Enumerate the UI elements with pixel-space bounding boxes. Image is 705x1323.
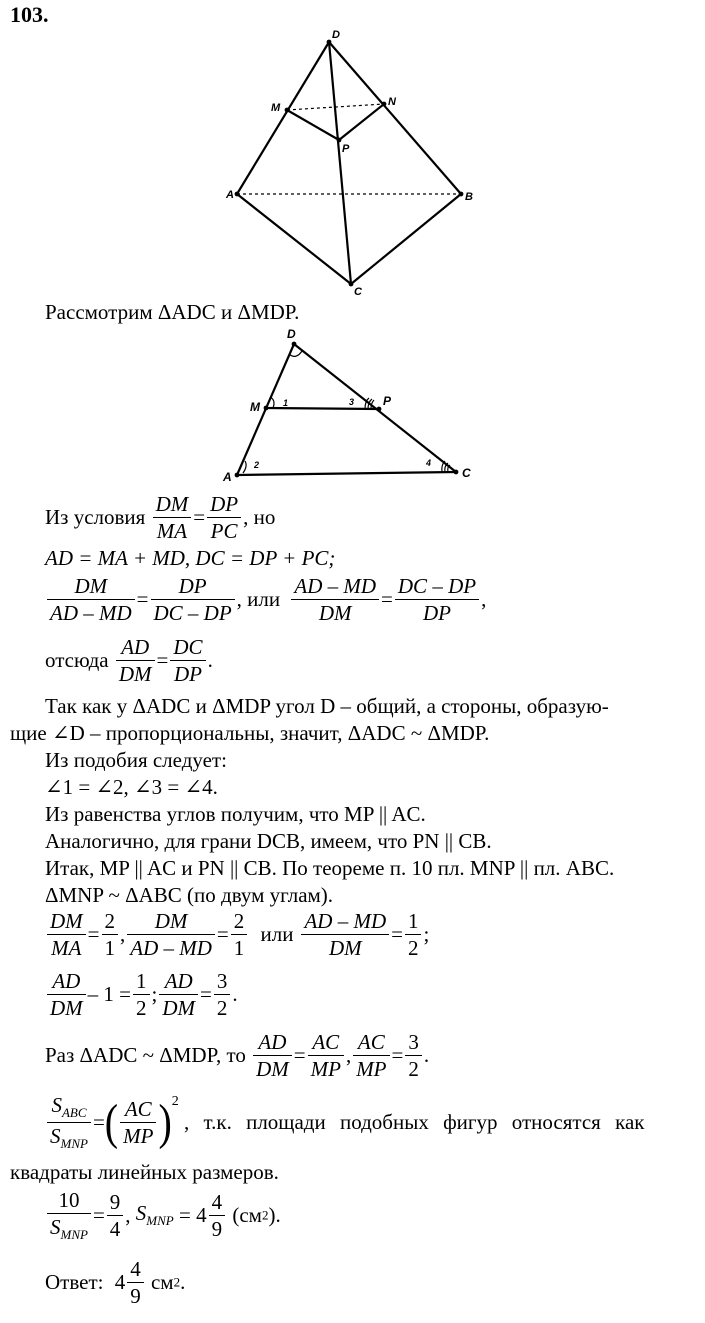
frac-2-1-b: [231, 910, 248, 959]
frac-ac-mp: [308, 1031, 344, 1080]
ad-sum-line: AD = MA + MD, DC = DP + PC;: [45, 546, 336, 570]
num: 3: [214, 970, 231, 995]
answer-label: Ответ:: [45, 1270, 104, 1294]
den: DM: [256, 1057, 289, 1082]
ratio-line: $\frac{DM}{MA}$ = $\frac{2}{1}$ , $\frac{DM}{AD - MD}$ = $\frac{2}{1}$ или $\frac{AD - MD}{DM}$ = $\frac{1}{2}$ ;: [45, 910, 429, 959]
answer-unit: см: [150, 1270, 174, 1294]
smnp-line: $\frac{10}{S_{MNP}}$ = $\frac{9}{4}$ , $S_{MNP} = 4$ $\frac{4}{9}$ (см2).: [45, 1189, 281, 1242]
label-B: B: [465, 191, 473, 203]
num: 1: [133, 970, 150, 995]
s-letter: S: [50, 1123, 61, 1148]
den: [47, 1214, 91, 1242]
since-prefix: Раз ΔADC ~ ΔMDP, то: [45, 1043, 246, 1067]
frac-dm-ma: [153, 493, 192, 542]
den: DC – DP: [153, 601, 232, 626]
num: DM: [47, 575, 135, 600]
label-P: P: [342, 143, 350, 155]
num: DC – DP: [395, 575, 479, 600]
frac-sabc-smnp: [47, 1094, 91, 1151]
tri-label-D: D: [287, 327, 296, 341]
label-M: M: [271, 102, 281, 114]
frac-4-9: [209, 1191, 226, 1240]
tri-label-M: M: [250, 400, 260, 414]
frac-1-2-b: [133, 970, 150, 1019]
whole-4: 4: [196, 1202, 207, 1227]
num: 2: [231, 910, 248, 935]
frac-ad-dm-4: [253, 1031, 292, 1080]
triangle-edges: [237, 344, 456, 475]
answer-frac: [127, 1258, 144, 1307]
label-C: C: [354, 286, 362, 298]
since-line-1: Так как у ΔADC и ΔMDP угол D – общий, а стороны, образую-: [45, 694, 609, 718]
minus-one: – 1 =: [87, 982, 132, 1006]
frac-dm-ma-2: [47, 910, 86, 959]
cm-unit: см: [239, 1202, 262, 1227]
since-similar-line: Раз ΔADC ~ ΔMDP, то $\frac{AD}{DM}$ = $\frac{AC}{MP}$ , $\frac{AC}{MP}$ = $\frac{3}{2}$ .: [45, 1030, 430, 1082]
den: 1: [104, 936, 116, 961]
frac-1-2: [405, 910, 422, 959]
frac-dcdp-dp: [395, 575, 479, 624]
square-exp: 2: [171, 1094, 179, 1110]
condition-line: Из условия $\frac{DM}{MA}$ = $\frac{DP}{PC}$ , но: [45, 492, 276, 544]
den: DM: [328, 936, 362, 961]
num: 4: [127, 1258, 144, 1283]
but-text: , но: [243, 505, 276, 529]
ad-dm-line: $\frac{AD}{DM}$ – 1 = $\frac{1}{2}$ ; $\frac{AD}{DM}$ = $\frac{3}{2}$ .: [45, 970, 238, 1019]
num: 1: [405, 910, 422, 935]
den: 2: [408, 1057, 419, 1082]
den: DM: [162, 996, 196, 1021]
area-reason-2: квадраты линейных размеров.: [10, 1160, 279, 1184]
consider-text: Рассмотрим ΔADC и ΔMDP.: [45, 300, 300, 324]
since-line-2: щие ∠D – пропорциональны, значит, ΔADC ~ ΔMDP.: [10, 721, 490, 745]
sub-mnp: MNP: [146, 1213, 174, 1229]
tri-label-A: A: [223, 470, 232, 484]
s-letter: S: [50, 1215, 61, 1240]
or-text: , или: [236, 587, 281, 611]
area-ratio-line: $\frac{S_{ABC}}{S_{MNP}}$ =( $\frac{AC}{MP}$ )$^2$ , т.к. площади подобных фигур относятся как: [45, 1094, 685, 1151]
den: MP: [123, 1123, 154, 1148]
from-condition-text: Из условия: [45, 505, 146, 529]
figure-tetrahedron: [0, 0, 705, 300]
frac-dp-dcdp: [151, 575, 235, 624]
frac-9-4: [107, 1191, 124, 1240]
thus-line: Итак, MP || AC и PN || CB. По теореме п. 10 пл. MNP || пл. ABC.: [45, 856, 615, 880]
num: AD – MD: [301, 910, 389, 935]
label-N: N: [388, 96, 396, 108]
figure-triangle: [0, 320, 705, 485]
num: AD: [253, 1031, 292, 1056]
den: PC: [210, 519, 238, 544]
fraction-or-line: $\frac{DM}{AD - MD}$ = $\frac{DP}{DC - DP}$ , или $\frac{AD - MD}{DM}$ = $\frac{DC - DP}{DP}$ ,: [45, 575, 486, 624]
frac-ac-mp-3: [120, 1098, 156, 1147]
answer-line: Ответ: 4 $\frac{4}{9}$ см2.: [45, 1257, 186, 1309]
vertex-dots: [235, 40, 464, 287]
frac-10-smnp: [47, 1189, 91, 1242]
sub-mnp: MNP: [60, 1136, 88, 1152]
sub-mnp: MNP: [60, 1227, 88, 1243]
frac-admd-dm-2: [301, 910, 389, 959]
num: AD – MD: [291, 575, 379, 600]
tetrahedron-edges: [237, 42, 461, 284]
den: AD – MD: [130, 936, 212, 961]
angles-equal: ∠1 = ∠2, ∠3 = ∠4.: [45, 775, 218, 799]
s-letter: S: [135, 1201, 147, 1226]
den: [47, 1123, 91, 1151]
den: 2: [216, 996, 228, 1021]
angle-4-label: 4: [426, 458, 432, 468]
sub-abc: ABC: [61, 1105, 87, 1121]
num: 9: [107, 1191, 124, 1216]
mnp-sim-line: ΔMNP ~ ΔABC (по двум углам).: [45, 883, 334, 907]
area-reason-1: , т.к. площади подобных фигур относятся как: [184, 1109, 645, 1134]
num: AC: [353, 1031, 389, 1056]
hence-line: отсюда $\frac{AD}{DM}$ = $\frac{DC}{DP}$ .: [45, 635, 213, 687]
den: MP: [356, 1057, 387, 1082]
num: DP: [151, 575, 235, 600]
den: 2: [136, 996, 147, 1021]
frac-ad-dm: [116, 636, 155, 685]
num: AD: [116, 636, 155, 661]
hence-text: отсюда: [45, 648, 109, 672]
analog-line: Аналогично, для грани DCB, имеем, что PN || CB.: [45, 829, 492, 853]
label-D: D: [332, 29, 340, 41]
den: DP: [422, 601, 451, 626]
frac-3-2: [214, 970, 231, 1019]
or-word: или: [260, 922, 294, 946]
angle-3-label: 3: [349, 397, 355, 407]
den: MP: [310, 1057, 341, 1082]
angle-1-label: 1: [283, 398, 289, 408]
angle-arcs: [243, 351, 450, 473]
s-letter: S: [51, 1093, 62, 1117]
num: AC: [308, 1031, 344, 1056]
num: 4: [209, 1191, 226, 1216]
mp-parallel: Из равенства углов получим, что MP || AC.: [45, 802, 426, 826]
frac-ad-dm-2: [47, 970, 86, 1019]
frac-3-2-b: [405, 1031, 422, 1080]
frac-dm-admd-2: [127, 910, 215, 959]
paren-open: (: [104, 1093, 119, 1150]
angle-2-label: 2: [254, 460, 260, 470]
den: MA: [51, 936, 82, 961]
den: DM: [118, 662, 152, 687]
num: 2: [102, 910, 119, 935]
num: 10: [47, 1189, 91, 1214]
num: DC: [170, 636, 205, 661]
problem-number: 103.: [10, 2, 49, 27]
den: 9: [130, 1284, 141, 1309]
den: DP: [173, 662, 202, 687]
num: AD: [159, 970, 198, 995]
den: MA: [156, 519, 188, 544]
den: DM: [318, 601, 352, 626]
answer-whole: 4: [114, 1270, 126, 1294]
num: 3: [405, 1031, 422, 1056]
num: DP: [207, 493, 241, 518]
num: DM: [127, 910, 215, 935]
den: 9: [211, 1216, 223, 1241]
frac-dp-pc: [207, 493, 241, 542]
frac-ac-mp-2: [353, 1031, 389, 1080]
paren-close: ): [158, 1093, 172, 1150]
den: DM: [50, 996, 83, 1021]
label-A: A: [226, 189, 234, 201]
frac-admd-dm: [291, 575, 379, 624]
frac-dc-dp: [170, 636, 205, 685]
den: AD – MD: [50, 601, 132, 626]
similarity-follows: Из подобия следует:: [45, 748, 227, 772]
answer-exp: 2: [173, 1274, 181, 1290]
den: 2: [407, 936, 419, 961]
cm-exp: 2: [261, 1207, 269, 1223]
num: AD: [47, 970, 86, 995]
tri-label-C: C: [462, 466, 471, 480]
frac-2-1: [102, 910, 119, 959]
den: 1: [233, 936, 245, 961]
num: [47, 1094, 91, 1123]
num: DM: [153, 493, 192, 518]
smnp-symbol: [135, 1201, 174, 1229]
num: DM: [47, 910, 86, 935]
den: 4: [109, 1216, 121, 1241]
frac-ad-dm-3: [159, 970, 198, 1019]
tri-label-P: P: [383, 394, 392, 408]
num: AC: [120, 1098, 156, 1123]
frac-dm-admd: [47, 575, 135, 624]
